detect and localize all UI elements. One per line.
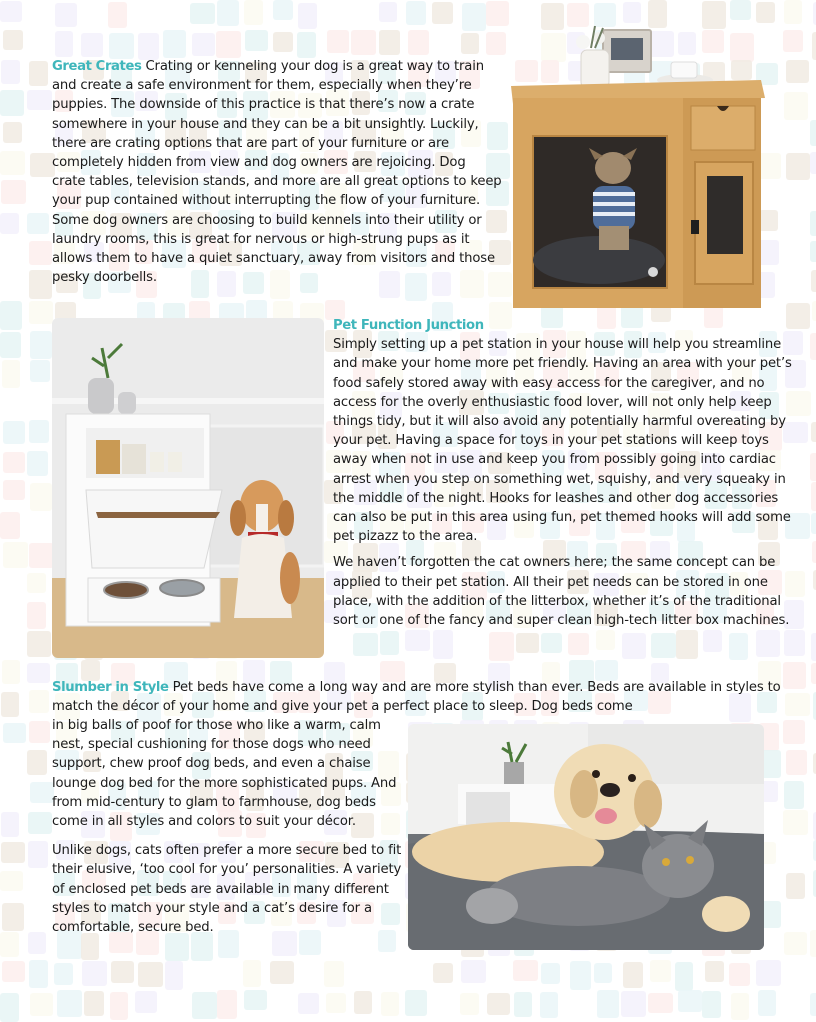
background-tile [568,633,589,655]
slumber-in-style-intro [52,678,782,716]
background-tile [3,421,25,444]
section-great-crates [52,57,502,287]
background-tile [810,211,816,236]
background-tile [461,33,479,54]
background-tile [29,721,50,743]
dog-crate-table-photo [503,20,773,320]
background-tile [297,32,316,58]
background-tile [192,992,217,1019]
background-tile [812,541,816,563]
background-tile [109,33,134,59]
background-tile [27,213,49,234]
background-tile [705,961,724,982]
background-tile [785,693,810,716]
background-tile [1,842,25,863]
great-crates-paragraph [52,57,502,287]
background-tile [651,633,676,658]
background-tile [810,120,816,146]
background-tile [729,633,748,660]
background-tile [3,480,25,500]
background-tile [786,750,807,775]
background-tile [273,32,293,52]
background-tile [514,992,532,1017]
background-tile [27,90,52,110]
background-tile [27,631,51,657]
background-tile [111,961,134,983]
background-tile [596,630,615,650]
great-crates-heading: Great Crates [52,59,142,74]
background-tile [298,993,319,1014]
background-tile [621,991,646,1017]
background-tile [1,60,20,84]
slumber-in-style-paragraph-2: Unlike dogs, cats often prefer a more secure bed to fit their elusive, ‘too cool for you’ personalities. A variety of enclosed pet beds are available in many different styles to match your style and a cat’s desire for a comfortable, secure bed. [52,843,402,936]
background-tile [406,1,426,25]
background-tile [758,990,776,1016]
background-tile [29,270,52,299]
background-tile [462,3,486,31]
background-tile [594,963,612,983]
background-tile [27,750,47,775]
background-tile [731,993,749,1020]
background-tile [324,961,344,987]
background-tile [810,333,816,360]
background-tile [812,32,816,60]
slumber-in-style-paragraph-1: in big balls of poof for those who like a warm, calm nest, special cushioning for those dogs who need support, chew proof dog beds, and even a chaise lounge dog bed for the more sophisticated pups. And from mid-century to glam to farmhouse, dog beds come in all styles and colors to suit your décor. [52,718,397,830]
background-tile [784,932,807,955]
pet-function-junction-heading: Pet Function Junction [333,318,484,333]
background-tile [810,930,816,957]
background-tile [84,991,104,1016]
background-tile [784,781,804,809]
background-tile [29,241,52,265]
background-tile [0,151,25,175]
background-tile [570,961,591,990]
slumber-in-style-column [52,716,414,937]
background-tile [811,482,816,511]
dog-and-cat-on-bed-photo [408,724,764,950]
background-tile [756,960,781,986]
background-tile [354,991,372,1014]
background-tile [30,993,53,1016]
background-tile [2,903,24,931]
background-tile [2,660,20,684]
background-tile [0,932,19,957]
great-crates-body: Crating or kenneling your dog is a great way to train and create a safe environment for them, especially when they’re puppies. The downside of this practice is that there’s now a crate somewhere in your house and they can be a bit unsightly. Luckily, there are crating options that are part of your furniture or are completely hidden from view and dog owners are rejoicing. Dog crate tables, television stands, and more are all great options to keep your pup contained without interrupting the flow of your furniture. Some dog owners are choosing to build kennels into their utility or laundry rooms, this is great for nervous or high-strung pups as it allows them to have a quiet sanctuary, away from visitors and those pesky doorbells. [52,59,502,286]
background-tile [30,360,50,382]
background-tile [326,993,346,1013]
background-tile [405,630,430,651]
background-tile [27,663,50,683]
background-tile [516,633,539,653]
background-tile [811,513,816,534]
background-tile [811,422,816,442]
background-tile [29,690,49,713]
background-tile [217,990,237,1019]
background-tile [27,451,48,476]
background-tile [29,420,49,443]
background-tile [135,991,157,1013]
background-tile [623,962,643,988]
background-tile [786,153,810,180]
slumber-in-style-intro-text: Pet beds have come a long way and are more stylish than ever. Beds are available in styles to match the décor of your home and give your pet a perfect place to sleep. Dog beds come [52,680,781,715]
background-tile [3,452,25,473]
background-tile [3,723,26,743]
background-tile [461,960,486,983]
background-tile [433,630,453,659]
background-tile [138,33,159,60]
background-tile [1,180,26,204]
background-tile [163,30,186,58]
background-tile [811,663,816,684]
background-tile [0,512,20,539]
background-tile [327,30,349,53]
background-tile [138,962,163,987]
background-tile [460,993,479,1015]
background-tile [1,812,19,837]
background-tile [812,301,816,321]
background-tile [28,841,48,868]
background-tile [270,961,294,984]
background-tile [786,873,805,899]
background-tile [245,30,268,51]
background-tile [675,962,693,991]
background-tile [756,630,780,657]
background-tile [3,30,23,50]
background-tile [433,963,453,983]
background-tile [489,632,514,661]
background-tile [3,542,28,568]
background-tile [811,633,816,661]
background-tile [784,92,808,120]
background-tile [513,960,538,981]
background-tile [29,301,53,324]
background-tile [541,963,560,984]
background-tile [676,630,698,659]
background-tile [783,30,803,52]
background-tile [784,0,802,24]
background-tile [30,331,52,359]
background-tile [379,30,400,55]
background-tile [432,2,453,24]
background-tile [54,963,73,985]
background-tile [273,0,293,20]
background-tile [783,720,805,744]
background-tile [810,993,816,1016]
background-tile [30,782,54,803]
background-tile [216,31,241,58]
background-tile [703,630,722,652]
background-tile [405,990,427,1016]
background-tile [408,30,429,55]
background-tile [55,3,77,27]
background-tile [28,812,52,834]
background-tile [298,3,317,29]
background-tile [1,692,19,717]
background-tile [2,360,20,388]
background-tile [540,992,558,1018]
background-tile [0,332,21,358]
background-tile [217,0,239,26]
background-tile [0,301,22,330]
background-tile [30,483,52,511]
background-tile [192,33,215,56]
background-tile [380,631,399,655]
background-tile [810,241,816,262]
background-tile [82,961,107,986]
background-tile [650,960,671,982]
background-tile [597,990,619,1018]
background-tile [28,932,46,954]
background-tile [3,122,22,143]
background-tile [0,213,19,234]
background-tile [244,990,267,1010]
slumber-in-style-heading: Slumber in Style [52,680,169,695]
background-tile [784,630,805,656]
background-tile [108,2,127,28]
background-tile [648,993,673,1013]
background-tile [190,3,215,24]
background-tile [783,662,806,689]
background-tile [0,871,23,891]
background-tile [0,993,19,1022]
background-tile [110,992,128,1020]
pet-feeding-station-photo [52,318,324,658]
background-tile [381,992,399,1016]
background-tile [29,61,48,86]
background-tile [541,633,562,653]
background-tile [57,990,82,1017]
background-tile [0,90,24,116]
background-tile [165,961,183,990]
background-tile [379,2,397,22]
background-tile [27,573,46,593]
background-tile [729,963,750,986]
background-tile [0,1,22,22]
background-tile [353,633,378,656]
background-tile [811,270,816,292]
background-tile [810,152,816,174]
background-tile [810,453,816,481]
background-tile [81,33,103,57]
pet-function-junction-paragraph-1: Simply setting up a pet station in your house will help you streamline and make your home more pet friendly. Having an area with your pet’s food safely stored away with easy access for the caregiver, and no access for the overly enthusiastic food lover, will not only help keep things tidy, but it will also avoid any potentially harmful overeating by your pet. Having a space for toys in your pet stations will keep toys away when not in use and keep you from possibly going into cardiac arrest when you step on something wet, squishy, and very squeaky in the middle of the night. Hooks for leashes and other dog accessories can also be put in this area using fun, pet themed hooks will add some pet pizazz to the area. [333,337,792,545]
background-tile [55,31,73,57]
background-tile [702,991,721,1018]
background-tile [351,30,376,55]
background-tile [786,60,809,83]
background-tile [730,0,751,20]
background-tile [622,633,646,659]
section-slumber-in-style [52,678,782,716]
background-tile [487,993,510,1015]
background-tile [29,543,54,568]
background-tile [243,960,261,987]
background-tile [2,961,25,982]
background-tile [783,810,808,835]
background-tile [244,0,263,25]
section-pet-function-junction [333,316,801,630]
background-tile [29,960,48,988]
pet-function-junction-paragraph-2: We haven’t forgotten the cat owners here; the same concept can be applied to their pet station. All their pet needs can be stored in one place, with the addition of the litterbox, whether it’s of the traditional sort or one of the fancy and super clean high-tech litter box machines. [333,555,790,629]
background-tile [27,602,46,629]
background-tile [678,990,702,1012]
